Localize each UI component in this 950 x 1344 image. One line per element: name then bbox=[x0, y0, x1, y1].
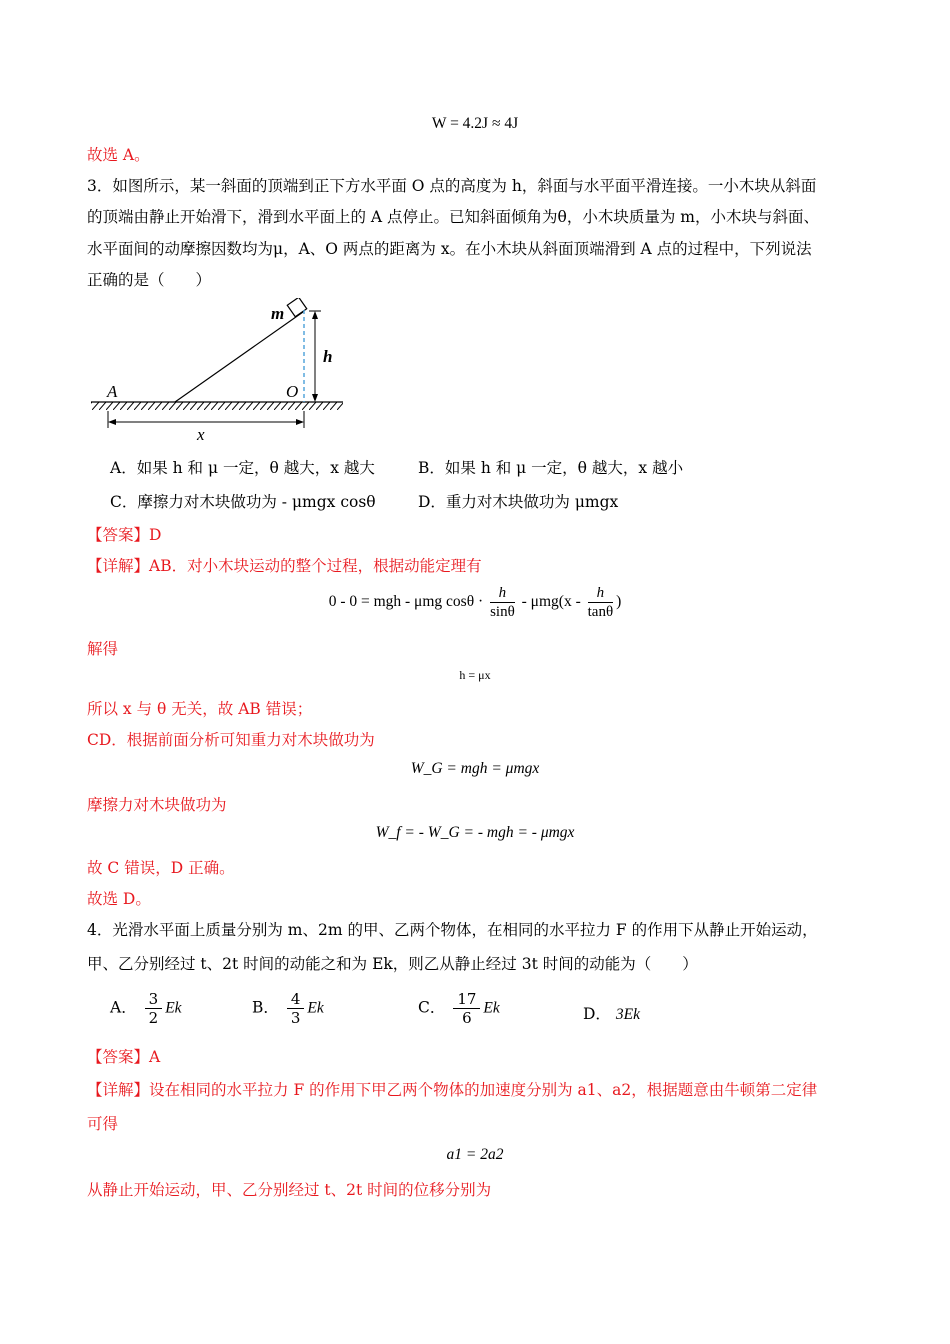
q4-c-num: 17 bbox=[453, 990, 480, 1009]
conclusion-2: 故 C 错误，D 正确。 bbox=[87, 859, 235, 877]
q3-option-d: D．重力对木块做功为 μmgx bbox=[418, 493, 619, 511]
q4-a-den: 2 bbox=[148, 1009, 159, 1027]
q4-a-num: 3 bbox=[145, 990, 163, 1009]
q4-option-a bbox=[110, 990, 182, 1027]
select-d-text: 故选 D。 bbox=[87, 890, 151, 908]
q4-b-num: 4 bbox=[287, 990, 305, 1009]
q3-equation-3: W_G = mgh = μmgx bbox=[410, 760, 540, 777]
label-O: O bbox=[286, 382, 299, 401]
eq1-end: ) bbox=[616, 593, 622, 611]
q4-c-den: 6 bbox=[462, 1009, 472, 1027]
eq1-f1-den: sinθ bbox=[490, 604, 515, 620]
q4-detail-label: 【详解】 bbox=[87, 1081, 150, 1099]
q4-option-c bbox=[418, 990, 500, 1027]
q4-answer: 【答案】A bbox=[87, 1048, 161, 1066]
solve-text: 解得 bbox=[87, 640, 119, 658]
friction-text: 摩擦力对木块做功为 bbox=[87, 796, 227, 814]
label-x: x bbox=[197, 425, 205, 444]
eq1-mid: - μmg(x - bbox=[521, 593, 581, 611]
q4-detail-text: 设在相同的水平拉力 F 的作用下甲乙两个物体的加速度分别为 a1、a2，根据题意由牛顿第二定律 bbox=[149, 1081, 818, 1099]
q3-option-b: B．如果 h 和 μ 一定，θ 越大，x 越小 bbox=[418, 459, 684, 477]
q3-equation-2: h = μx bbox=[459, 668, 491, 682]
q4-option-c-fraction bbox=[453, 990, 480, 1027]
q3-line3: 水平面间的动摩擦因数均为μ，A、O 两点的距离为 x。在小木块从斜面顶端滑到 A 点的过程中，下列说法 bbox=[87, 240, 812, 258]
q4-option-b-fraction bbox=[287, 990, 305, 1027]
q4-a-tail: Ek bbox=[165, 999, 182, 1017]
top-formula: W = 4.2J ≈ 4J bbox=[431, 115, 519, 132]
q3-line4: 正确的是（ ） bbox=[87, 271, 212, 289]
q3-equation-4: W_f = - W_G = - mgh = - μmgx bbox=[375, 824, 575, 841]
incline-figure bbox=[85, 298, 355, 448]
label-m: m bbox=[271, 304, 285, 323]
q3-option-a: A．如果 h 和 μ 一定，θ 越大，x 越大 bbox=[110, 459, 375, 477]
eq1-fraction-2 bbox=[588, 584, 614, 621]
label-h: h bbox=[323, 347, 333, 366]
detail-label: 【详解】 bbox=[87, 557, 150, 575]
label-A: A bbox=[107, 382, 118, 401]
cd-text: CD．根据前面分析可知重力对木块做功为 bbox=[87, 731, 375, 749]
q4-b-tail: Ek bbox=[307, 999, 324, 1017]
q4-c-tail: Ek bbox=[483, 999, 500, 1017]
q4-detail-1 bbox=[87, 1080, 817, 1100]
q4-d-tail: 3Ek bbox=[615, 1006, 640, 1023]
q3-line1: 3．如图所示，某一斜面的顶端到正下方水平面 O 点的高度为 h，斜面与水平面平滑连接。一小木块从斜面 bbox=[87, 177, 817, 195]
eq1-f1-num: h bbox=[490, 584, 515, 603]
q4-detail-2: 可得 bbox=[87, 1115, 119, 1133]
select-a-text: 故选 A。 bbox=[87, 146, 150, 164]
detail-text: AB．对小木块运动的整个过程，根据动能定理有 bbox=[149, 557, 482, 575]
q4-option-c-label: C． bbox=[418, 998, 446, 1017]
q3-answer: 【答案】D bbox=[87, 526, 162, 544]
q3-equation-1 bbox=[0, 584, 950, 621]
q4-option-d-label: D． bbox=[583, 1005, 611, 1023]
conclusion-1: 所以 x 与 θ 无关，故 AB 错误； bbox=[87, 700, 313, 718]
q4-option-a-label: A． bbox=[110, 998, 137, 1017]
q3-line2: 的顶端由静止开始滑下，滑到水平面上的 A 点停止。已知斜面倾角为θ，小木块质量为 m，小木块与斜面、 bbox=[87, 208, 820, 226]
q3-option-c: C．摩擦力对木块做功为 - μmgx cosθ bbox=[110, 493, 376, 511]
q4-option-b bbox=[252, 990, 324, 1027]
q4-b-den: 3 bbox=[290, 1009, 301, 1027]
q3-detail bbox=[87, 556, 482, 576]
q4-option-a-fraction bbox=[145, 990, 163, 1027]
eq1-left: 0 - 0 = mgh - μmg cosθ · bbox=[328, 593, 484, 611]
q4-option-b-label: B． bbox=[252, 998, 279, 1017]
q4-line1: 4．光滑水平面上质量分别为 m、2m 的甲、乙两个物体，在相同的水平拉力 F 的作用下从静止开始运动， bbox=[87, 921, 818, 939]
q4-line2: 甲、乙分别经过 t、2t 时间的动能之和为 Ek，则乙从静止经过 3t 时间的动能为（ ） bbox=[87, 955, 698, 973]
q4-equation-1: a1 = 2a2 bbox=[446, 1146, 504, 1163]
eq1-f2-den: tanθ bbox=[587, 604, 614, 620]
q4-last-line: 从静止开始运动，甲、乙分别经过 t、2t 时间的位移分别为 bbox=[87, 1181, 492, 1199]
eq1-f2-num: h bbox=[588, 584, 614, 603]
q4-option-d bbox=[583, 1002, 640, 1024]
eq1-fraction-1 bbox=[490, 584, 515, 621]
